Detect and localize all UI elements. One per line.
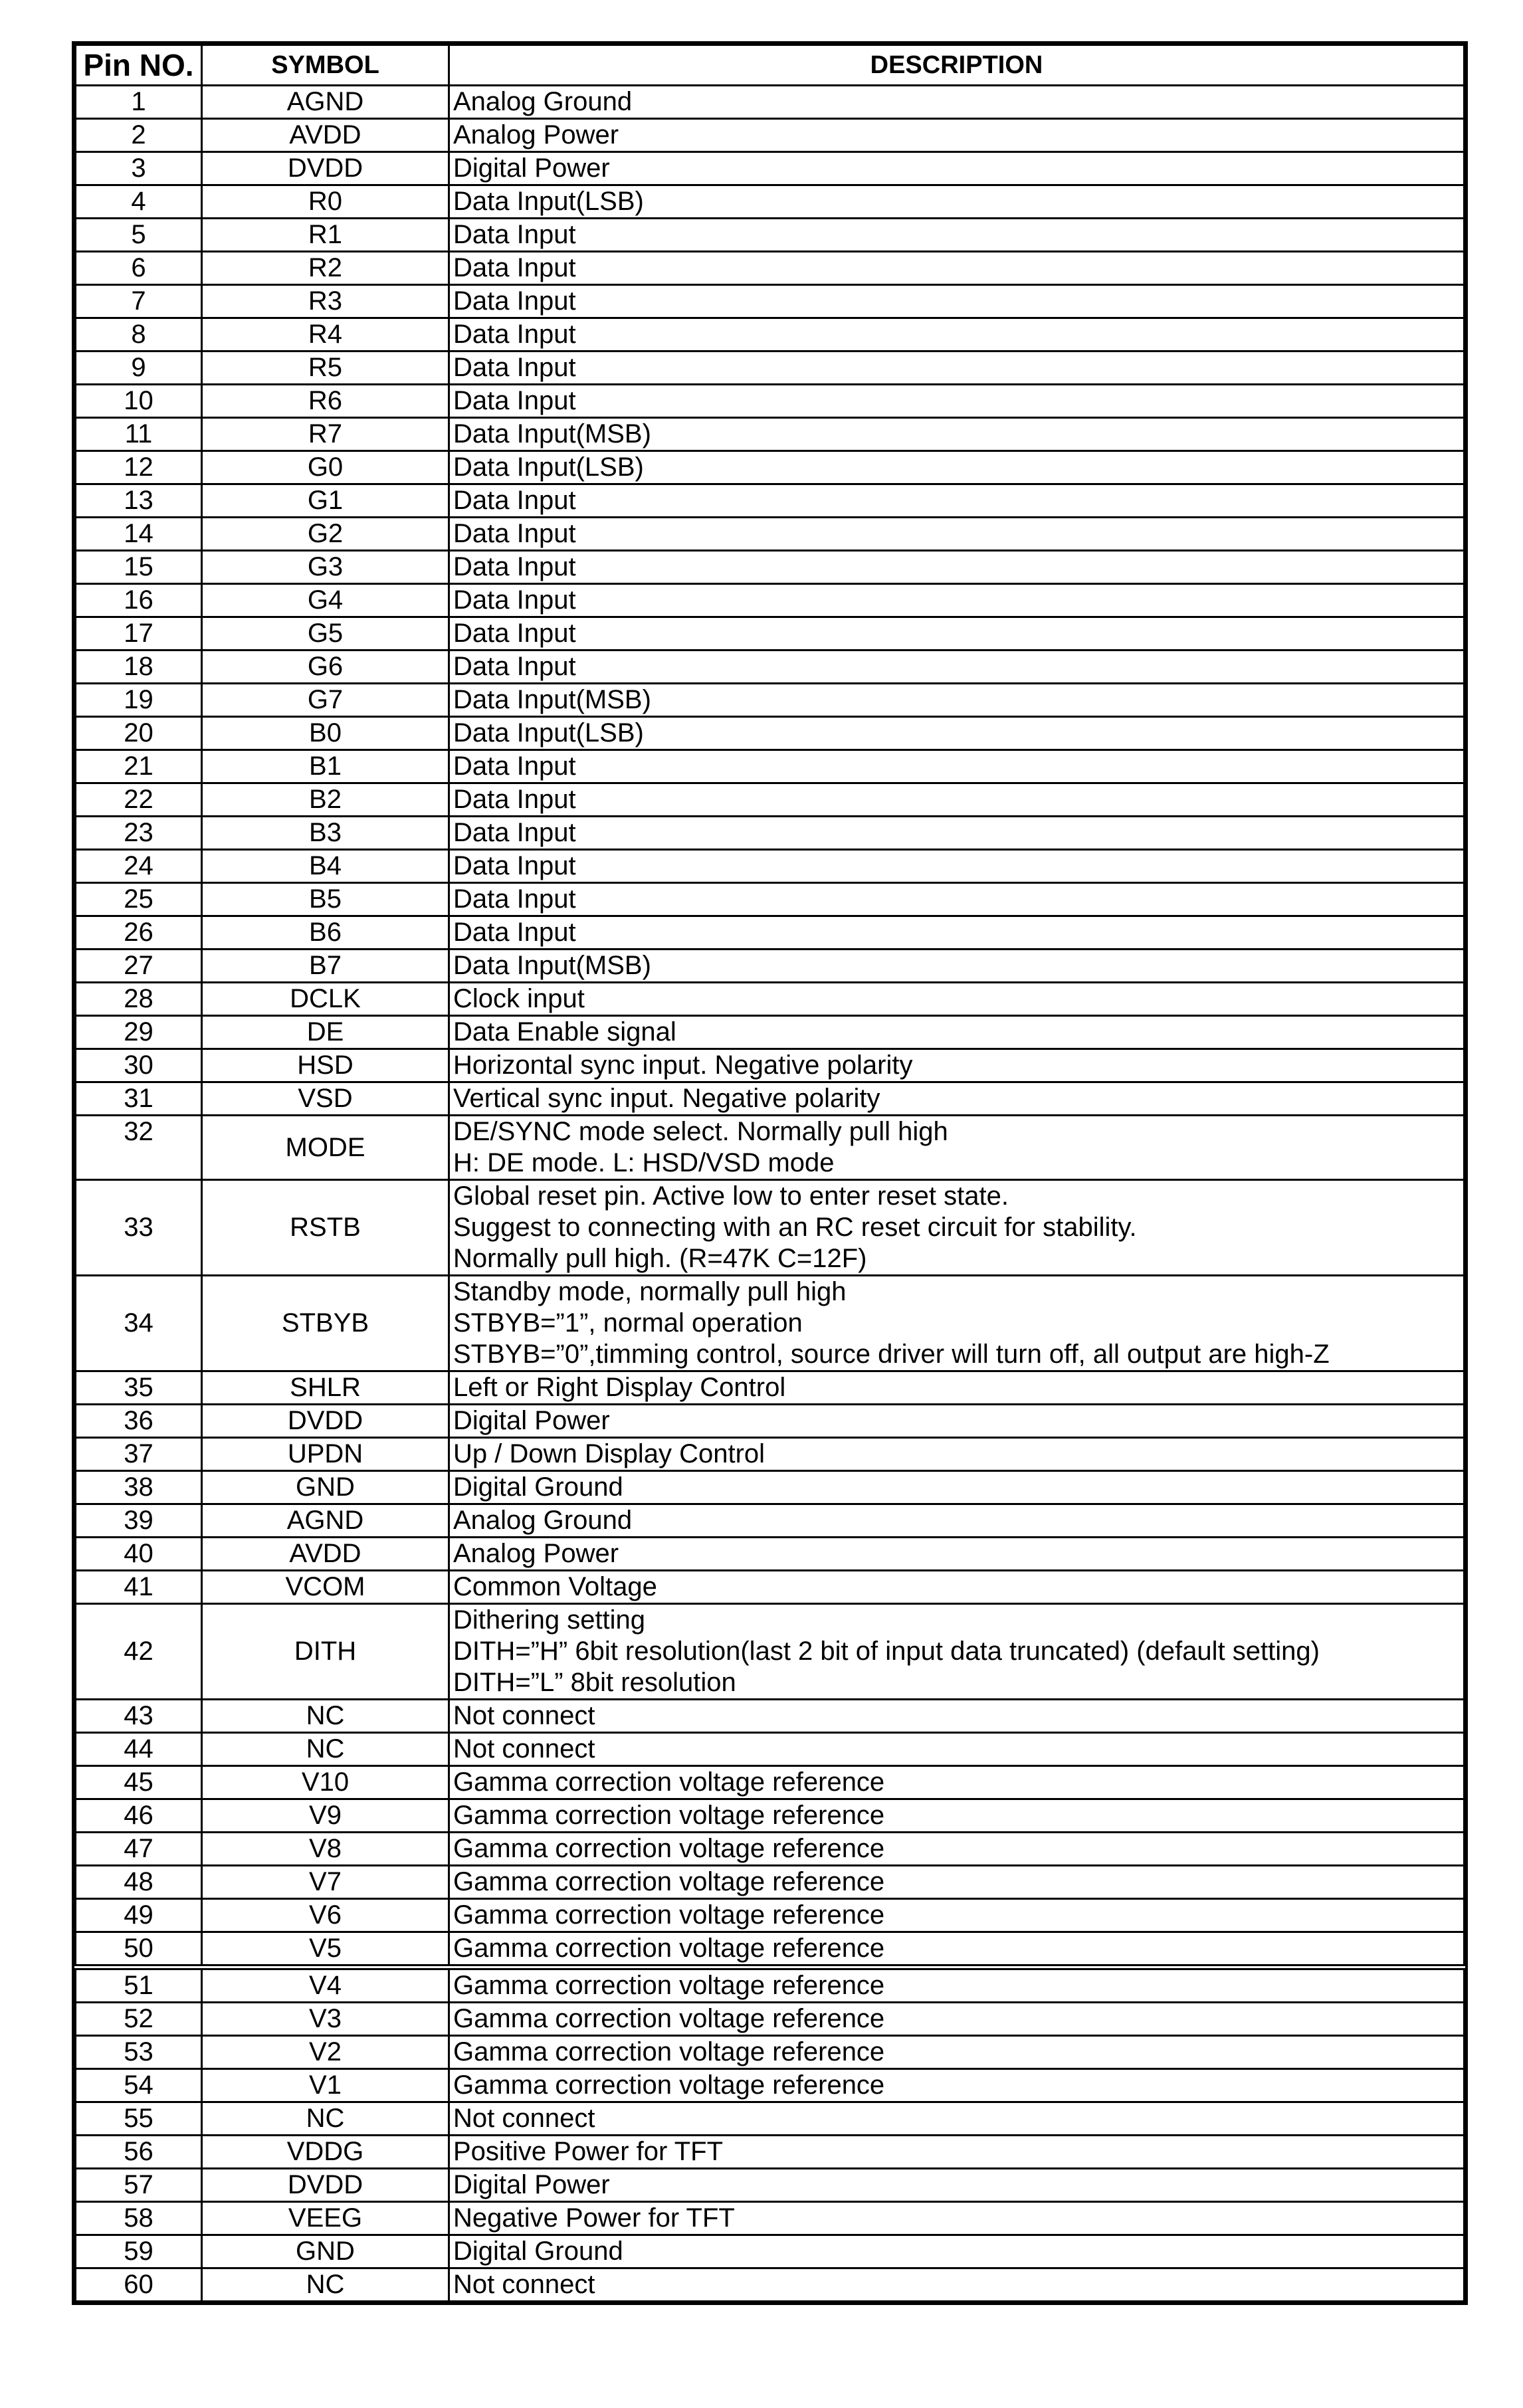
pin-number-cell: 45 bbox=[76, 1766, 202, 1799]
pin-number-cell: 36 bbox=[76, 1405, 202, 1438]
table-row bbox=[76, 1799, 1465, 1833]
pin-number-cell: 28 bbox=[76, 983, 202, 1016]
table-row bbox=[76, 2036, 1465, 2069]
pin-number-cell: 24 bbox=[76, 850, 202, 883]
pin-number-cell: 12 bbox=[76, 451, 202, 484]
pin-number-cell: 54 bbox=[76, 2069, 202, 2102]
table-row bbox=[76, 1371, 1465, 1405]
description-cell: Data Input bbox=[449, 584, 1465, 617]
symbol-cell: R4 bbox=[202, 318, 449, 351]
description-cell: Not connect bbox=[449, 1700, 1465, 1733]
symbol-cell: B2 bbox=[202, 783, 449, 817]
pin-number-cell: 42 bbox=[76, 1604, 202, 1700]
table-row bbox=[76, 2069, 1465, 2102]
header-description: DESCRIPTION bbox=[449, 45, 1465, 86]
table-row bbox=[76, 2268, 1465, 2302]
table-row bbox=[76, 684, 1465, 717]
symbol-cell: VCOM bbox=[202, 1571, 449, 1604]
pin-number-cell: 57 bbox=[76, 2169, 202, 2202]
pin-number-cell: 5 bbox=[76, 219, 202, 252]
pin-number-cell: 53 bbox=[76, 2036, 202, 2069]
description-cell: Gamma correction voltage reference bbox=[449, 1766, 1465, 1799]
description-cell: Negative Power for TFT bbox=[449, 2202, 1465, 2235]
pin-number-cell: 32 bbox=[76, 1116, 202, 1180]
table-row bbox=[76, 617, 1465, 651]
table-row bbox=[76, 1504, 1465, 1538]
pin-number-cell: 44 bbox=[76, 1733, 202, 1766]
table-row bbox=[76, 385, 1465, 418]
description-cell: Data Input(MSB) bbox=[449, 684, 1465, 717]
table-row bbox=[76, 651, 1465, 684]
table-row bbox=[76, 1471, 1465, 1504]
pin-number-cell: 41 bbox=[76, 1571, 202, 1604]
table-row bbox=[76, 817, 1465, 850]
symbol-cell: B5 bbox=[202, 883, 449, 916]
pin-number-cell: 48 bbox=[76, 1866, 202, 1899]
pin-number-cell: 10 bbox=[76, 385, 202, 418]
pin-number-cell: 38 bbox=[76, 1471, 202, 1504]
symbol-cell: STBYB bbox=[202, 1276, 449, 1371]
pin-number-cell: 49 bbox=[76, 1899, 202, 1932]
symbol-cell: NC bbox=[202, 2102, 449, 2136]
table-row bbox=[76, 2003, 1465, 2036]
description-cell: Common Voltage bbox=[449, 1571, 1465, 1604]
symbol-cell: V8 bbox=[202, 1833, 449, 1866]
description-cell: Data Input bbox=[449, 916, 1465, 950]
description-cell: Digital Ground bbox=[449, 1471, 1465, 1504]
table-row bbox=[76, 518, 1465, 551]
pin-number-cell: 8 bbox=[76, 318, 202, 351]
table-row bbox=[76, 318, 1465, 351]
table-body bbox=[76, 86, 1465, 2302]
pin-number-cell: 16 bbox=[76, 584, 202, 617]
table-row bbox=[76, 950, 1465, 983]
pin-number-cell: 43 bbox=[76, 1700, 202, 1733]
pin-number-cell: 60 bbox=[76, 2268, 202, 2302]
description-cell: Gamma correction voltage reference bbox=[449, 1866, 1465, 1899]
symbol-cell: V10 bbox=[202, 1766, 449, 1799]
table-row bbox=[76, 2136, 1465, 2169]
symbol-cell: NC bbox=[202, 2268, 449, 2302]
pin-number-cell: 27 bbox=[76, 950, 202, 983]
symbol-cell: AVDD bbox=[202, 1538, 449, 1571]
table-row bbox=[76, 1116, 1465, 1180]
symbol-cell: DVDD bbox=[202, 1405, 449, 1438]
table-row bbox=[76, 86, 1465, 119]
table-row bbox=[76, 1538, 1465, 1571]
description-cell: Data Input bbox=[449, 285, 1465, 318]
symbol-cell: B7 bbox=[202, 950, 449, 983]
pin-number-cell: 11 bbox=[76, 418, 202, 451]
table-row bbox=[76, 484, 1465, 518]
pin-number-cell: 18 bbox=[76, 651, 202, 684]
pin-number-cell: 22 bbox=[76, 783, 202, 817]
description-cell: Not connect bbox=[449, 2268, 1465, 2302]
symbol-cell: AVDD bbox=[202, 119, 449, 152]
description-cell: Data Input(LSB) bbox=[449, 451, 1465, 484]
symbol-cell: G5 bbox=[202, 617, 449, 651]
description-cell: Data Input bbox=[449, 783, 1465, 817]
pin-number-cell: 56 bbox=[76, 2136, 202, 2169]
symbol-cell: G3 bbox=[202, 551, 449, 584]
symbol-cell: B3 bbox=[202, 817, 449, 850]
pin-number-cell: 55 bbox=[76, 2102, 202, 2136]
description-cell: Digital Power bbox=[449, 1405, 1465, 1438]
description-cell: Data Input bbox=[449, 617, 1465, 651]
description-cell: Data Input bbox=[449, 518, 1465, 551]
pin-number-cell: 7 bbox=[76, 285, 202, 318]
pin-number-cell: 35 bbox=[76, 1371, 202, 1405]
symbol-cell: B1 bbox=[202, 750, 449, 783]
symbol-cell: MODE bbox=[202, 1116, 449, 1180]
symbol-cell: RSTB bbox=[202, 1180, 449, 1276]
pin-description-table bbox=[74, 44, 1465, 2302]
description-cell: Gamma correction voltage reference bbox=[449, 2069, 1465, 2102]
table-row bbox=[76, 252, 1465, 285]
description-cell: Standby mode, normally pull high STBYB=”1”, normal operation STBYB=”0”,timming control, source driver will turn off, all output are high-Z bbox=[449, 1276, 1465, 1371]
symbol-cell: GND bbox=[202, 2235, 449, 2268]
description-cell: Data Input bbox=[449, 817, 1465, 850]
symbol-cell: UPDN bbox=[202, 1438, 449, 1471]
pin-number-cell: 51 bbox=[76, 1967, 202, 2003]
table-row bbox=[76, 1899, 1465, 1932]
description-cell: Analog Ground bbox=[449, 1504, 1465, 1538]
pin-number-cell: 23 bbox=[76, 817, 202, 850]
symbol-cell: R5 bbox=[202, 351, 449, 385]
symbol-cell: B6 bbox=[202, 916, 449, 950]
table-row bbox=[76, 1833, 1465, 1866]
pin-number-cell: 6 bbox=[76, 252, 202, 285]
symbol-cell: V4 bbox=[202, 1967, 449, 2003]
pin-number-cell: 20 bbox=[76, 717, 202, 750]
symbol-cell: G7 bbox=[202, 684, 449, 717]
symbol-cell: R0 bbox=[202, 185, 449, 219]
description-cell: Gamma correction voltage reference bbox=[449, 1833, 1465, 1866]
table-row bbox=[76, 185, 1465, 219]
pin-number-cell: 17 bbox=[76, 617, 202, 651]
symbol-cell: R1 bbox=[202, 219, 449, 252]
description-cell: Data Input bbox=[449, 651, 1465, 684]
symbol-cell: AGND bbox=[202, 1504, 449, 1538]
description-cell: Data Input(LSB) bbox=[449, 185, 1465, 219]
pin-number-cell: 3 bbox=[76, 152, 202, 185]
symbol-cell: R6 bbox=[202, 385, 449, 418]
symbol-cell: V2 bbox=[202, 2036, 449, 2069]
description-cell: Not connect bbox=[449, 1733, 1465, 1766]
description-cell: Data Input bbox=[449, 351, 1465, 385]
symbol-cell: VEEG bbox=[202, 2202, 449, 2235]
description-cell: Data Input bbox=[449, 850, 1465, 883]
description-cell: Analog Power bbox=[449, 119, 1465, 152]
header-pin-no: Pin NO. bbox=[76, 45, 202, 86]
description-cell: Vertical sync input. Negative polarity bbox=[449, 1082, 1465, 1116]
symbol-cell: G1 bbox=[202, 484, 449, 518]
table-row bbox=[76, 351, 1465, 385]
description-cell: Data Enable signal bbox=[449, 1016, 1465, 1049]
symbol-cell: G4 bbox=[202, 584, 449, 617]
pin-number-cell: 13 bbox=[76, 484, 202, 518]
description-cell: Data Input(LSB) bbox=[449, 717, 1465, 750]
symbol-cell: V3 bbox=[202, 2003, 449, 2036]
pin-number-cell: 30 bbox=[76, 1049, 202, 1082]
description-cell: Data Input bbox=[449, 385, 1465, 418]
pin-number-cell: 58 bbox=[76, 2202, 202, 2235]
table-row bbox=[76, 850, 1465, 883]
header-symbol: SYMBOL bbox=[202, 45, 449, 86]
description-cell: Digital Ground bbox=[449, 2235, 1465, 2268]
table-row bbox=[76, 285, 1465, 318]
pin-number-cell: 33 bbox=[76, 1180, 202, 1276]
symbol-cell: SHLR bbox=[202, 1371, 449, 1405]
table-row bbox=[76, 1766, 1465, 1799]
description-cell: Horizontal sync input. Negative polarity bbox=[449, 1049, 1465, 1082]
description-cell: Gamma correction voltage reference bbox=[449, 2003, 1465, 2036]
description-cell: Positive Power for TFT bbox=[449, 2136, 1465, 2169]
table-row bbox=[76, 152, 1465, 185]
symbol-cell: R2 bbox=[202, 252, 449, 285]
description-cell: Gamma correction voltage reference bbox=[449, 1799, 1465, 1833]
description-cell: Global reset pin. Active low to enter reset state. Suggest to connecting with an RC reset circuit for stability. Normally pull high. (R=47K C=12F) bbox=[449, 1180, 1465, 1276]
pin-number-cell: 37 bbox=[76, 1438, 202, 1471]
table-row bbox=[76, 1571, 1465, 1604]
table-row bbox=[76, 2169, 1465, 2202]
pin-number-cell: 34 bbox=[76, 1276, 202, 1371]
symbol-cell: DCLK bbox=[202, 983, 449, 1016]
symbol-cell: V9 bbox=[202, 1799, 449, 1833]
description-cell: Gamma correction voltage reference bbox=[449, 1932, 1465, 1967]
symbol-cell: HSD bbox=[202, 1049, 449, 1082]
symbol-cell: G2 bbox=[202, 518, 449, 551]
symbol-cell: DITH bbox=[202, 1604, 449, 1700]
symbol-cell: G6 bbox=[202, 651, 449, 684]
description-cell: Analog Power bbox=[449, 1538, 1465, 1571]
table-row bbox=[76, 883, 1465, 916]
table-row bbox=[76, 1733, 1465, 1766]
symbol-cell: NC bbox=[202, 1733, 449, 1766]
table-row bbox=[76, 983, 1465, 1016]
table-row bbox=[76, 2235, 1465, 2268]
description-cell: Data Input bbox=[449, 551, 1465, 584]
table-row bbox=[76, 1180, 1465, 1276]
table-row bbox=[76, 451, 1465, 484]
table-row bbox=[76, 584, 1465, 617]
pin-number-cell: 19 bbox=[76, 684, 202, 717]
table-row bbox=[76, 1276, 1465, 1371]
pin-number-cell: 15 bbox=[76, 551, 202, 584]
symbol-cell: B4 bbox=[202, 850, 449, 883]
table-header-row bbox=[76, 45, 1465, 86]
table-row bbox=[76, 1049, 1465, 1082]
table-row bbox=[76, 1967, 1465, 2003]
pin-number-cell: 9 bbox=[76, 351, 202, 385]
table-row bbox=[76, 916, 1465, 950]
table-row bbox=[76, 783, 1465, 817]
symbol-cell: V7 bbox=[202, 1866, 449, 1899]
symbol-cell: VSD bbox=[202, 1082, 449, 1116]
description-cell: Digital Power bbox=[449, 152, 1465, 185]
description-cell: DE/SYNC mode select. Normally pull high H: DE mode. L: HSD/VSD mode bbox=[449, 1116, 1465, 1180]
table-row bbox=[76, 750, 1465, 783]
table-row bbox=[76, 418, 1465, 451]
pin-number-cell: 25 bbox=[76, 883, 202, 916]
description-cell: Data Input bbox=[449, 883, 1465, 916]
pin-number-cell: 39 bbox=[76, 1504, 202, 1538]
symbol-cell: GND bbox=[202, 1471, 449, 1504]
description-cell: Dithering setting DITH=”H” 6bit resolution(last 2 bit of input data truncated) (default setting) DITH=”L” 8bit resolution bbox=[449, 1604, 1465, 1700]
description-cell: Data Input(MSB) bbox=[449, 950, 1465, 983]
description-cell: Data Input(MSB) bbox=[449, 418, 1465, 451]
description-cell: Clock input bbox=[449, 983, 1465, 1016]
description-cell: Not connect bbox=[449, 2102, 1465, 2136]
table-row bbox=[76, 1405, 1465, 1438]
description-cell: Data Input bbox=[449, 318, 1465, 351]
pin-number-cell: 1 bbox=[76, 86, 202, 119]
pin-number-cell: 21 bbox=[76, 750, 202, 783]
table-row bbox=[76, 1604, 1465, 1700]
description-cell: Up / Down Display Control bbox=[449, 1438, 1465, 1471]
pin-number-cell: 52 bbox=[76, 2003, 202, 2036]
table-row bbox=[76, 2102, 1465, 2136]
pin-number-cell: 2 bbox=[76, 119, 202, 152]
table-row bbox=[76, 2202, 1465, 2235]
pin-number-cell: 29 bbox=[76, 1016, 202, 1049]
description-cell: Data Input bbox=[449, 252, 1465, 285]
symbol-cell: V5 bbox=[202, 1932, 449, 1967]
table-row bbox=[76, 219, 1465, 252]
symbol-cell: DVDD bbox=[202, 152, 449, 185]
symbol-cell: AGND bbox=[202, 86, 449, 119]
description-cell: Data Input bbox=[449, 750, 1465, 783]
symbol-cell: V6 bbox=[202, 1899, 449, 1932]
table-row bbox=[76, 1082, 1465, 1116]
pin-number-cell: 46 bbox=[76, 1799, 202, 1833]
table-row bbox=[76, 1700, 1465, 1733]
symbol-cell: R7 bbox=[202, 418, 449, 451]
symbol-cell: DE bbox=[202, 1016, 449, 1049]
table-row bbox=[76, 1438, 1465, 1471]
symbol-cell: DVDD bbox=[202, 2169, 449, 2202]
symbol-cell: B0 bbox=[202, 717, 449, 750]
table-row bbox=[76, 1866, 1465, 1899]
description-cell: Data Input bbox=[449, 219, 1465, 252]
pin-number-cell: 47 bbox=[76, 1833, 202, 1866]
symbol-cell: V1 bbox=[202, 2069, 449, 2102]
pin-table-sheet bbox=[74, 44, 1463, 2302]
pin-number-cell: 4 bbox=[76, 185, 202, 219]
pin-number-cell: 59 bbox=[76, 2235, 202, 2268]
description-cell: Gamma correction voltage reference bbox=[449, 1899, 1465, 1932]
table-row bbox=[76, 551, 1465, 584]
symbol-cell: R3 bbox=[202, 285, 449, 318]
pin-number-cell: 50 bbox=[76, 1932, 202, 1967]
symbol-cell: G0 bbox=[202, 451, 449, 484]
description-cell: Gamma correction voltage reference bbox=[449, 1967, 1465, 2003]
table-row bbox=[76, 717, 1465, 750]
pin-number-cell: 14 bbox=[76, 518, 202, 551]
pin-number-cell: 31 bbox=[76, 1082, 202, 1116]
description-cell: Digital Power bbox=[449, 2169, 1465, 2202]
description-cell: Data Input bbox=[449, 484, 1465, 518]
pin-number-cell: 40 bbox=[76, 1538, 202, 1571]
pin-number-cell: 26 bbox=[76, 916, 202, 950]
symbol-cell: NC bbox=[202, 1700, 449, 1733]
table-row bbox=[76, 1932, 1465, 1967]
description-cell: Gamma correction voltage reference bbox=[449, 2036, 1465, 2069]
table-row bbox=[76, 119, 1465, 152]
symbol-cell: VDDG bbox=[202, 2136, 449, 2169]
table-row bbox=[76, 1016, 1465, 1049]
description-cell: Analog Ground bbox=[449, 86, 1465, 119]
description-cell: Left or Right Display Control bbox=[449, 1371, 1465, 1405]
